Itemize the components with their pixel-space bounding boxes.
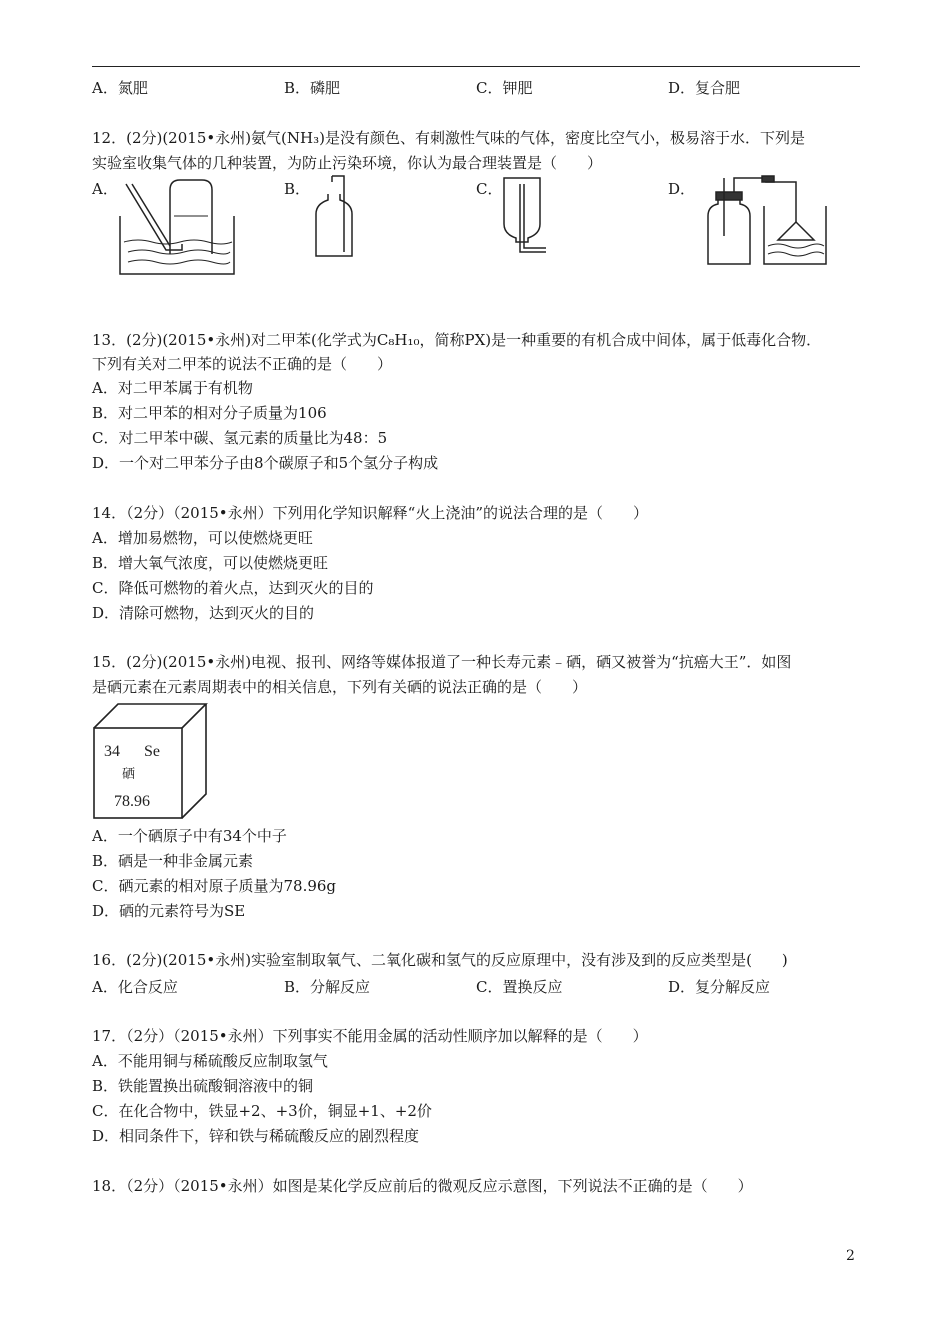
- q12-label-a[interactable]: A．: [92, 180, 118, 198]
- q15-option-b[interactable]: B．硒是一种非金属元素: [92, 852, 254, 870]
- q11-option-b[interactable]: B．磷肥: [284, 79, 341, 97]
- q14-option-a[interactable]: A．增加易燃物，可以使燃烧更旺: [92, 529, 313, 547]
- q13-option-d[interactable]: D．一个对二甲苯分子由8个碳原子和5个氢分子构成: [92, 454, 439, 472]
- element-name: 硒: [122, 767, 136, 782]
- q11-options: [92, 77, 860, 97]
- page-number: 2: [846, 1248, 855, 1264]
- q12-stem-line1: 12．(2分)(2015•永州)氨气(NH₃)是没有颜色、有刺激性气味的气体，密度比空气小，极易溶于水．下列是: [92, 129, 805, 147]
- q17-stem-line1: 17．（2分）（2015•永州）下列事实不能用金属的活动性顺序加以解释的是（ ）: [92, 1027, 648, 1045]
- selenium-element-cube-figure: [92, 702, 210, 820]
- q11-option-c[interactable]: C．钾肥: [476, 79, 533, 97]
- q15-stem-line2: 是硒元素在元素周期表中的相关信息，下列有关硒的说法正确的是（ ）: [92, 678, 588, 696]
- q15-stem-line1: 15．(2分)(2015•永州)电视、报刊、网络等媒体报道了一种长寿元素﹣硒，硒又被誉为“抗癌大王”．如图: [92, 653, 792, 671]
- q13-option-c[interactable]: C．对二甲苯中碳、氢元素的质量比为48：5: [92, 429, 388, 447]
- q12-label-c[interactable]: C．: [476, 180, 503, 198]
- q11-option-a[interactable]: A．氮肥: [92, 79, 148, 97]
- q15-option-c[interactable]: C．硒元素的相对原子质量为78.96g: [92, 877, 337, 895]
- element-atomic-mass: 78.96: [114, 793, 150, 810]
- q17-option-b[interactable]: B．铁能置换出硫酸铜溶液中的铜: [92, 1077, 314, 1095]
- q14-option-c[interactable]: C．降低可燃物的着火点，达到灭火的目的: [92, 579, 374, 597]
- q14-option-b[interactable]: B．增大氧气浓度，可以使燃烧更旺: [92, 554, 329, 572]
- q17-option-c[interactable]: C．在化合物中，铁显+2、+3价，铜显+1、+2价: [92, 1102, 432, 1120]
- q15-option-d[interactable]: D．硒的元素符号为SE: [92, 902, 246, 920]
- q16-option-a[interactable]: A．化合反应: [92, 978, 178, 996]
- element-symbol: Se: [144, 743, 160, 760]
- q13-option-b[interactable]: B．对二甲苯的相对分子质量为106: [92, 404, 327, 422]
- q12-label-d[interactable]: D．: [668, 180, 696, 198]
- apparatus-d-absorption-setup-figure: [706, 176, 830, 268]
- q13-stem-line1: 13．(2分)(2015•永州)对二甲苯(化学式为C₈H₁₀，简称PX)是一种重要的有机合成中间体，属于低毒化合物．: [92, 331, 822, 349]
- q11-option-d[interactable]: D．复合肥: [668, 79, 741, 97]
- apparatus-c-inverted-bottle-figure: [500, 176, 550, 258]
- header-rule: [92, 66, 860, 67]
- element-atomic-number: 34: [104, 743, 120, 760]
- q14-option-d[interactable]: D．清除可燃物，达到灭火的目的: [92, 604, 315, 622]
- q16-options: [92, 976, 860, 996]
- q15-option-a[interactable]: A．一个硒原子中有34个中子: [92, 827, 287, 845]
- q16-option-b[interactable]: B．分解反应: [284, 978, 371, 996]
- q13-option-a[interactable]: A．对二甲苯属于有机物: [92, 379, 253, 397]
- q12-label-b[interactable]: B．: [284, 180, 311, 198]
- apparatus-b-collecting-bottle-figure: [314, 176, 354, 258]
- q12-stem-line2: 实验室收集气体的几种装置，为防止污染环境，你认为最合理装置是（ ）: [92, 154, 603, 172]
- q16-option-d[interactable]: D．复分解反应: [668, 978, 771, 996]
- q18-stem-line1: 18．（2分）（2015•永州）如图是某化学反应前后的微观反应示意图，下列说法不正确的是（ ）: [92, 1177, 753, 1195]
- q13-stem-line2: 下列有关对二甲苯的说法不正确的是（ ）: [92, 355, 393, 373]
- q17-option-d[interactable]: D．相同条件下，锌和铁与稀硫酸反应的剧烈程度: [92, 1127, 420, 1145]
- q17-option-a[interactable]: A．不能用铜与稀硫酸反应制取氢气: [92, 1052, 328, 1070]
- q16-option-c[interactable]: C．置换反应: [476, 978, 563, 996]
- apparatus-a-water-trough-figure: [118, 176, 236, 276]
- q16-stem-line1: 16．(2分)(2015•永州)实验室制取氧气、二氧化碳和氢气的反应原理中，没有涉及到的反应类型是( ): [92, 951, 788, 969]
- q14-stem-line1: 14．（2分）（2015•永州）下列用化学知识解释“火上浇油”的说法合理的是（ ）: [92, 504, 648, 522]
